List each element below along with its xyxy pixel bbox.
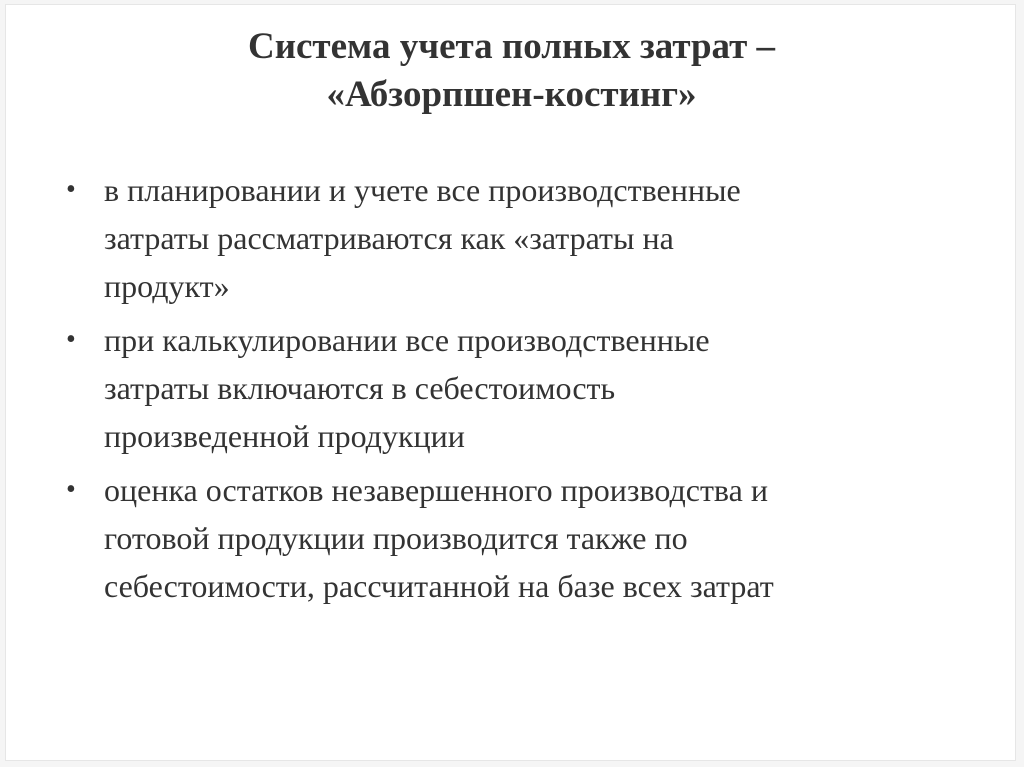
bullet-item-3 xyxy=(55,466,955,610)
bullet-list xyxy=(55,166,955,616)
bullet-line: себестоимости, рассчитанной на базе всех затрат xyxy=(104,568,774,604)
bullet-line: затраты рассматриваются как «затраты на xyxy=(104,220,674,256)
slide-title xyxy=(6,23,1017,119)
bullet-line: произведенной продукции xyxy=(104,418,465,454)
bullet-line: при калькулировании все производственные xyxy=(104,322,710,358)
bullet-line: оценка остатков незавершенного производства и xyxy=(104,472,768,508)
bullet-line: продукт» xyxy=(104,268,230,304)
title-line-1: Система учета полных затрат – xyxy=(247,26,776,67)
bullet-marker: • xyxy=(66,324,76,355)
bullet-marker: • xyxy=(66,474,76,505)
bullet-line: в планировании и учете все производственные xyxy=(104,172,741,208)
bullet-item-1 xyxy=(55,166,955,310)
bullet-line: готовой продукции производится также по xyxy=(104,520,688,556)
bullet-line: затраты включаются в себестоимость xyxy=(104,370,616,406)
bullet-marker: • xyxy=(66,174,76,205)
bullet-item-2 xyxy=(55,316,955,460)
slide xyxy=(5,4,1016,761)
title-line-2: «Абзорпшен-костинг» xyxy=(326,74,697,115)
